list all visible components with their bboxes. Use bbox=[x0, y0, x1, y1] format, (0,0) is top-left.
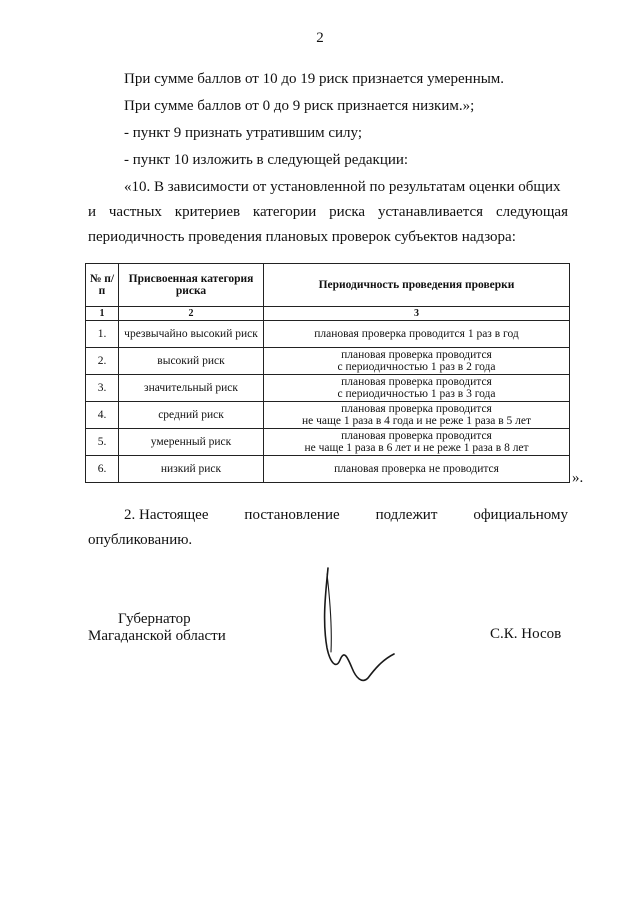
row-num: 6. bbox=[86, 456, 119, 483]
governor-region: Магаданской области bbox=[88, 628, 226, 644]
periodicity-line: с периодичностью 1 раз в 3 года bbox=[337, 388, 496, 400]
periodicity-line: не чаще 1 раза в 4 года и не реже 1 раза в 5 лет bbox=[301, 415, 532, 427]
periodicity-line: плановая проверка проводится bbox=[341, 349, 492, 361]
row-category: высокий риск bbox=[119, 348, 264, 375]
row-periodicity bbox=[264, 375, 570, 402]
page-number: 2 bbox=[316, 30, 324, 46]
column-number: 2 bbox=[119, 307, 264, 321]
table-row bbox=[86, 456, 570, 483]
row-periodicity bbox=[264, 321, 570, 348]
paragraph-10-line1: «10. В зависимости от установленной по результатам оценки общих bbox=[124, 179, 561, 195]
table-row bbox=[86, 429, 570, 456]
table-column-numbers-row bbox=[86, 307, 570, 321]
publication-word: подлежит bbox=[375, 507, 438, 523]
publication-clause bbox=[88, 507, 568, 524]
row-periodicity bbox=[264, 456, 570, 483]
publication-word: официальному bbox=[473, 507, 568, 523]
row-category: чрезвычайно высокий риск bbox=[119, 321, 264, 348]
paragraph-item-10: - пункт 10 изложить в следующей редакции: bbox=[124, 152, 409, 168]
row-periodicity bbox=[264, 429, 570, 456]
periodicity-line: плановая проверка не проводится bbox=[334, 463, 499, 475]
header-category: Присвоенная категория риска bbox=[119, 264, 264, 307]
row-num: 2. bbox=[86, 348, 119, 375]
publication-word: постановление bbox=[244, 507, 340, 523]
row-periodicity bbox=[264, 402, 570, 429]
row-num: 5. bbox=[86, 429, 119, 456]
periodicity-line: плановая проверка проводится bbox=[341, 403, 492, 415]
row-periodicity bbox=[264, 348, 570, 375]
paragraph-10-line2: и частных критериев категории риска устанавливается следующая bbox=[88, 204, 568, 220]
table-row bbox=[86, 348, 570, 375]
row-category: средний риск bbox=[119, 402, 264, 429]
header-periodicity: Периодичность проведения проверки bbox=[264, 264, 570, 307]
handwritten-signature bbox=[300, 560, 400, 700]
table-row bbox=[86, 402, 570, 429]
risk-periodicity-table bbox=[85, 263, 570, 483]
paragraph-item-9: - пункт 9 признать утратившим силу; bbox=[124, 125, 363, 141]
publication-word: 2. Настоящее bbox=[124, 507, 209, 523]
table-row bbox=[86, 321, 570, 348]
publication-clause-end: опубликованию. bbox=[88, 532, 193, 548]
governor-title: Губернатор bbox=[118, 611, 191, 627]
table-row bbox=[86, 375, 570, 402]
paragraph-moderate-risk: При сумме баллов от 10 до 19 риск признается умеренным. bbox=[124, 71, 505, 87]
signatory-name: С.К. Носов bbox=[490, 626, 562, 642]
periodicity-line: плановая проверка проводится bbox=[341, 430, 492, 442]
table-header-row bbox=[86, 264, 570, 307]
row-category: значительный риск bbox=[119, 375, 264, 402]
periodicity-line: плановая проверка проводится bbox=[341, 376, 492, 388]
row-num: 3. bbox=[86, 375, 119, 402]
periodicity-line: не чаще 1 раза в 6 лет и не реже 1 раза в 8 лет bbox=[304, 442, 529, 454]
row-category: умеренный риск bbox=[119, 429, 264, 456]
periodicity-line: плановая проверка проводится 1 раз в год bbox=[314, 328, 519, 340]
row-num: 4. bbox=[86, 402, 119, 429]
closing-quote: ». bbox=[572, 470, 584, 486]
paragraph-low-risk: При сумме баллов от 0 до 9 риск признается низким.»; bbox=[124, 98, 475, 114]
column-number: 3 bbox=[264, 307, 570, 321]
column-number: 1 bbox=[86, 307, 119, 321]
periodicity-line: с периодичностью 1 раз в 2 года bbox=[337, 361, 496, 373]
header-num: № п/п bbox=[86, 264, 119, 307]
row-num: 1. bbox=[86, 321, 119, 348]
row-category: низкий риск bbox=[119, 456, 264, 483]
paragraph-10-line3: периодичность проведения плановых проверок субъектов надзора: bbox=[88, 229, 516, 245]
